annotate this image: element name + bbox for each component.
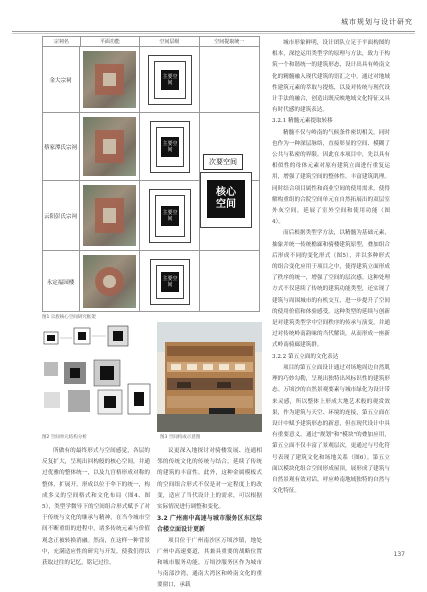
paragraph: 所做有的最终形式与空间感觉，各层的反复扩大，呈现出回构般的核心空间，并通过优雅的整体统一，以及九宫格形成对称的整体，扩展开，形成以位于伞下的统一，构成多义的空间格式和文化布局（图4、图5），类型学微导下的空间组合形式赋予了对于传统与文化的继承与精神，在当今城市空间不断重组的进程中，诸多传统元素与价值观念正被转换消融。然而，在这样一种背景中，充满适应性的研究与开发，使我们得以获取过往的记忆，铭记过往。 — [42, 448, 150, 567]
core-space-box: 核心空间 — [207, 180, 245, 218]
paragraph: 而后根据类型学方法，以精髓为基础元素，抽象并统一传统檐廊和骑楼建筑原型，叠加组合后形成不同的变化形式（图5），并以多种形式的组合变化应用于项目之中，使得建筑立面形成了秩序的统一，增强了空间的层次感。这种处理方式不仅延续了传统的建筑功能类型，还实现了建筑与周围城市的有机交互，进一步提升了空间的使用价值和体验感受。这种类型的延续与创新是对建筑类型学中空间秩序的传承与演变，并通过对传统岭南韵味的当代解读，从而形成一座新式岭南骑廊建筑群。 — [272, 230, 390, 349]
paragraph: 议更深入地探讨对骑楼发展、连通相邻的传统文化的传统与结合，延续了传统的建筑的丰富性。此外，这种金属模板式的空间组合形式不仅是对一定程度上的改变，适应了当代设计上的需求，可以根据实际情况进行调整和变化。 — [157, 448, 262, 511]
subsection-heading: 3.2.1 精髓元素提取转移 — [272, 118, 333, 125]
paragraph: 城市形象鲜明，设计团队立足于平面构图的根本，深挖运用类型学的原理与方法，致力于构筑一个和谐统一的建筑形态，设计出具有岭南文化的精髓融入现代建筑的语汇之中。通过对地域性建筑元素的萃取与提炼，以及对传统与现代设计手法的融合，创造出既反映地域文化特征又具有时代感的建筑表达。 — [272, 40, 390, 114]
level-diagram — [140, 113, 200, 180]
level-diagram — [140, 47, 200, 112]
level-diagram — [140, 251, 200, 312]
core-box: 主要空间 — [161, 137, 179, 157]
right-column-text — [272, 38, 390, 497]
figure-2 — [40, 322, 152, 432]
core-box: 主要空间 — [161, 206, 179, 226]
subsection-heading: 3.2.2 第五立面的文化表达 — [272, 353, 339, 360]
plan-photo — [80, 181, 140, 250]
unit-structure-diagram — [40, 322, 152, 422]
plan-photo — [80, 251, 140, 312]
th-name: 宗祠名 — [43, 37, 81, 46]
paragraph: 项目的第五立面设计通过对场地周边自然肌理的巧妙勾勒，呈现出独特出风标识性的建筑形态。万顷沙的自然景观要素与城市绿化为设计带来灵感，所以整体上形成大地艺术般的观赏效果，作为建筑与天空、环境的连接，第五立面在设计中赋予建筑形态的新意，但在现代设计中具有重要意义。通过"规划"和"模块"的叠加应用，第五立面不仅丰富了景观层次，更通过与号化符号表现了建筑文化和场地关系（图6）。第五立面以模块化组合空间形成屋顶，展形成了建筑与自然景观有效对话，呼应岭南地域独特的自然与文化特征。 — [272, 364, 390, 495]
page-number: 137 — [393, 551, 405, 558]
table-row — [42, 46, 260, 112]
building-section-render — [157, 322, 262, 432]
section-heading: 3.2 广州南中高速与城市服务区东区综合楼立面设计更新 — [157, 515, 262, 534]
row-name: 蔡家潭氏宗祠 — [42, 113, 80, 180]
core-box: 主要空间 — [161, 70, 179, 90]
paragraph: 项目位于广州南沙区万顷沙镇，地处广州中高速要道，其兼具重要的战略位置和城市服务功能。万顷沙服务区作为城市与南部沙湾，通南大湾区和岭南文化的重要窗口，承载 — [157, 537, 262, 589]
core-box: 主要空间 — [161, 272, 179, 292]
plan-photo — [80, 47, 140, 112]
row-name: 云阳彭氏宗祠 — [42, 181, 80, 250]
row-name: 永定福园楼 — [42, 251, 80, 312]
th-level: 空间层级 — [140, 37, 199, 46]
th-extract: 空间提取统一 — [214, 39, 245, 45]
middle-column-text — [157, 446, 262, 592]
header-rule-2 — [12, 33, 415, 34]
figure-3 — [157, 322, 262, 432]
running-header: 城市规划与设计研究 — [341, 18, 413, 26]
left-column-text — [42, 446, 150, 569]
header-rule — [12, 31, 415, 32]
paragraph: 精髓不仅与岭南的气候条件密切相关，同时也作为一种深层脉络，直接彰显的空间、模糊了公共与私密的界限。因此在本项目中，先以具有相似性的母体元素对原有建筑立面进行重复运用，增强了建筑空间的整体性、丰富建筑肌理。同时结合项目属性和商业空间的使用需求，使得解构重组的合院空间单元在自然拓展出的双层室外灰空间，延展了室外空间和使用功能（图4）。 — [272, 129, 390, 226]
figure-2-caption: 图2 空间单元结构分析 — [42, 435, 87, 440]
secondary-space-label: 次要空间 — [203, 154, 243, 170]
row-name: 金大宗祠 — [42, 47, 80, 112]
th-plan: 平面功能 — [81, 37, 140, 46]
figure-3-caption: 图3 空间构成示意图 — [160, 435, 201, 440]
plan-photo — [80, 113, 140, 180]
level-diagram — [140, 181, 200, 250]
figure-1-caption: 图1 宗族核心空间研究框架 — [42, 315, 96, 320]
table-row — [42, 250, 260, 312]
